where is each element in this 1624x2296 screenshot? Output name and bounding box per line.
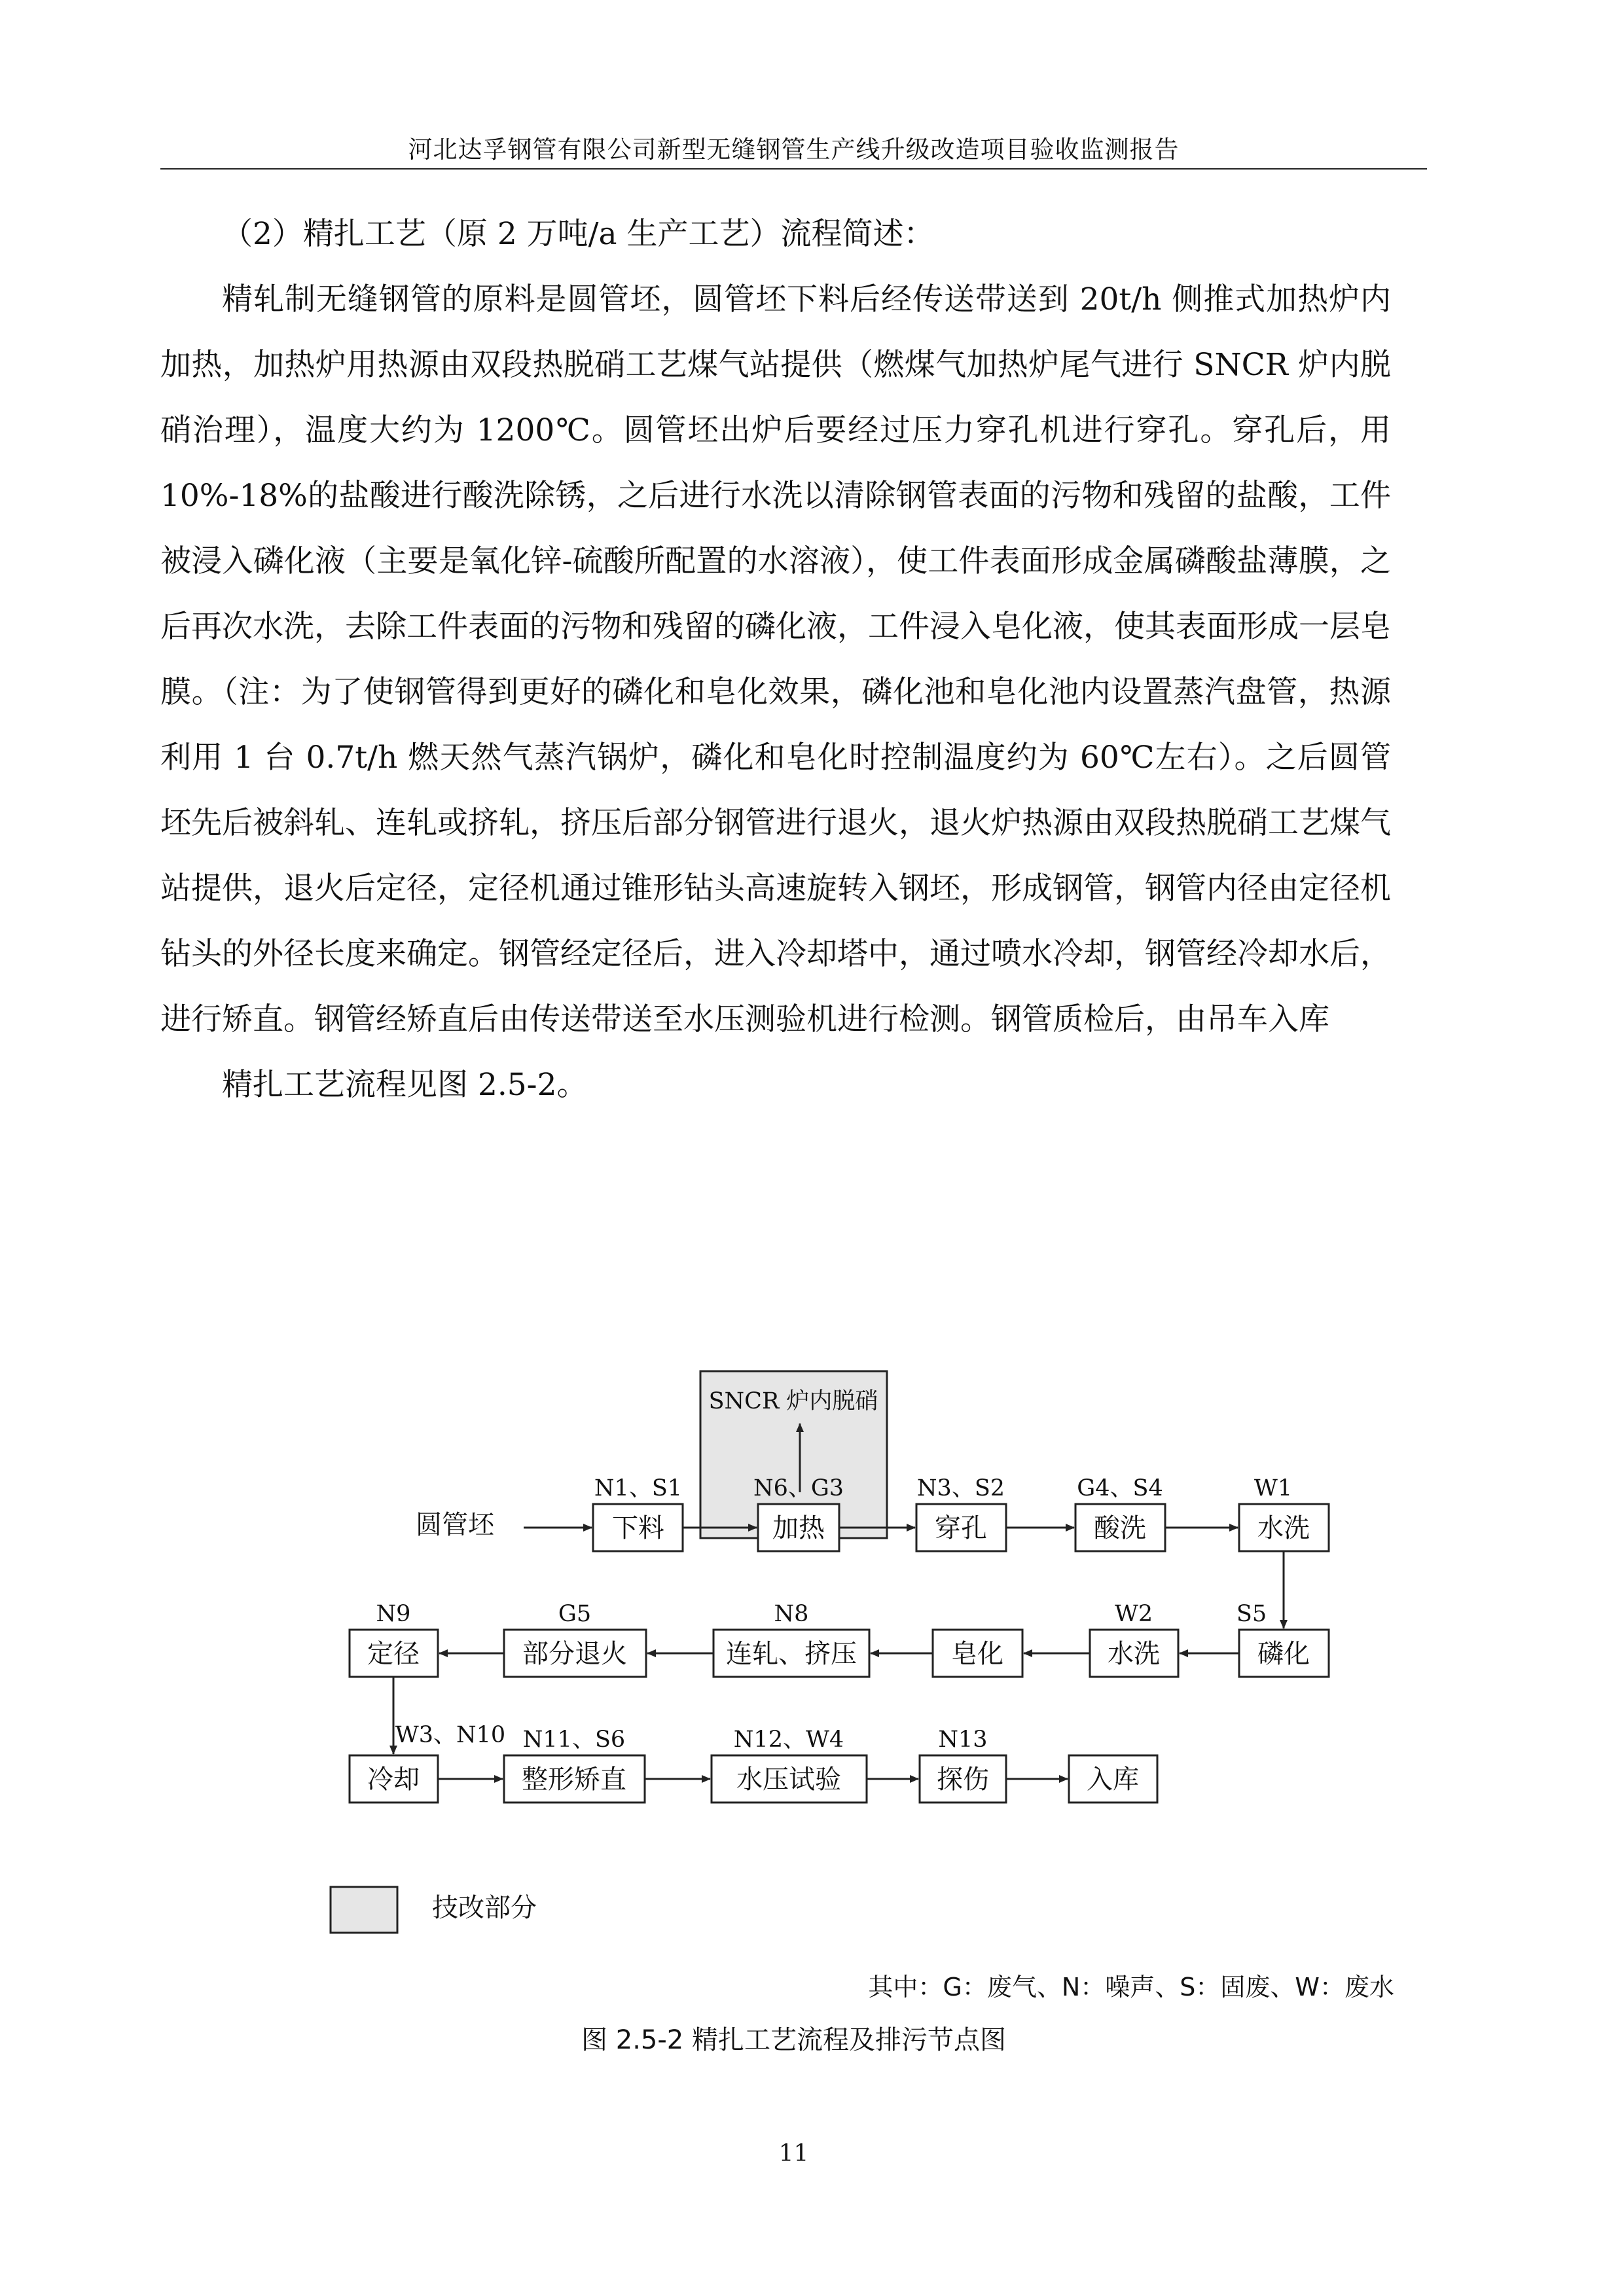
step-label-cooling: 冷却	[367, 1765, 420, 1795]
step-tag-piercing: N3、S2	[916, 1475, 1005, 1501]
step-tag-straightening: N11、S6	[522, 1727, 626, 1753]
step-tag-sizing: N9	[376, 1601, 411, 1627]
paragraph-figure-reference: 精扎工艺流程见图 2.5-2。	[222, 1067, 588, 1103]
step-label-warehousing: 入库	[1087, 1765, 1139, 1795]
step-tag-heating: N6、G3	[753, 1475, 844, 1501]
step-tag-annealing: G5	[558, 1601, 592, 1627]
step-label-washing-1: 水洗	[1257, 1513, 1310, 1543]
step-label-washing-2: 水洗	[1108, 1639, 1160, 1669]
step-label-rolling: 连轧、挤压	[726, 1639, 857, 1669]
step-label-straightening: 整形矫直	[522, 1765, 626, 1795]
step-tag-washing-1: W1	[1254, 1475, 1293, 1501]
step-label-cutting: 下料	[612, 1513, 664, 1543]
abbreviation-note: 其中：G：废气、N：噪声、S：固废、W：废水	[868, 1973, 1394, 2001]
step-tag-phosphating: S5	[1236, 1601, 1267, 1627]
figure-caption: 图 2.5-2 精扎工艺流程及排污节点图	[581, 2025, 1006, 2055]
step-tag-hydro-test: N12、W4	[733, 1727, 844, 1753]
step-tag-cooling: W3、N10	[395, 1722, 506, 1748]
step-tag-pickling: G4、S4	[1077, 1475, 1163, 1501]
input-label: 圆管坯	[416, 1510, 494, 1540]
page-number: 11	[778, 2140, 809, 2167]
step-label-flaw-detection: 探伤	[937, 1765, 989, 1795]
body-text	[160, 202, 1391, 1118]
sncr-label: SNCR 炉内脱硝	[708, 1388, 878, 1414]
step-label-pickling: 酸洗	[1094, 1513, 1146, 1543]
step-label-phosphating: 磷化	[1257, 1639, 1310, 1669]
legend-swatch	[331, 1887, 397, 1933]
step-label-heating: 加热	[772, 1513, 825, 1543]
step-label-piercing: 穿孔	[935, 1513, 987, 1543]
header-divider	[160, 168, 1427, 170]
step-tag-flaw-detection: N13	[938, 1727, 988, 1753]
report-header: 河北达孚钢管有限公司新型无缝钢管生产线升级改造项目验收监测报告	[408, 135, 1180, 164]
paragraph-process-description: 精轧制无缝钢管的原料是圆管坯，圆管坯下料后经传送带送到 20t/h 侧推式加热炉内加热，加热炉用热源由双段热脱硝工艺煤气站提供（燃煤气加热炉尾气进行 SNCR 炉内脱硝治理），温度大约为 1200℃。圆管坯出炉后要经过压力穿孔机进行穿孔。穿孔后，用 10%-18%的盐酸进行酸洗除锈，之后进行水洗以清除钢管表面的污物和残留的盐酸，工件被浸入磷化液（主要是氧化锌-硫酸所配置的水溶液），使工件表面形成金属磷酸盐薄膜，之后再次水洗，去除工件表面的污物和残留的磷化液，工件浸入皂化液，使其表面形成一层皂膜。（注：为了使钢管得到更好的磷化和皂化效果，磷化池和皂化池内设置蒸汽盘管，热源利用 1 台 0.7t/h 燃天然气蒸汽锅炉，磷化和皂化时控制温度约为 60℃左右）。之后圆管坯先后被斜轧、连轧或挤轧，挤压后部分钢管进行退火，退火炉热源由双段热脱硝工艺煤气站提供，退火后定径，定径机通过锥形钻头高速旋转入钢坯，形成钢管，钢管内径由定径机钻头的外径长度来确定。钢管经定径后，进入冷却塔中，通过喷水冷却，钢管经冷却水后，进行矫直。钢管经矫直后由传送带送至水压测验机进行检测。钢管质检后，由吊车入库	[160, 281, 1391, 1037]
step-tag-rolling: N8	[774, 1601, 809, 1627]
step-label-annealing: 部分退火	[522, 1639, 627, 1669]
step-label-saponification: 皂化	[951, 1639, 1003, 1669]
process-flow-diagram	[0, 1361, 1624, 2016]
step-tag-cutting: N1、S1	[594, 1475, 683, 1501]
step-label-sizing: 定径	[367, 1639, 420, 1669]
step-tag-washing-2: W2	[1114, 1601, 1153, 1627]
legend-label: 技改部分	[432, 1893, 537, 1923]
step-label-hydro-test: 水压试验	[736, 1765, 841, 1795]
section-heading: （2）精扎工艺（原 2 万吨/a 生产工艺）流程简述：	[222, 216, 935, 252]
